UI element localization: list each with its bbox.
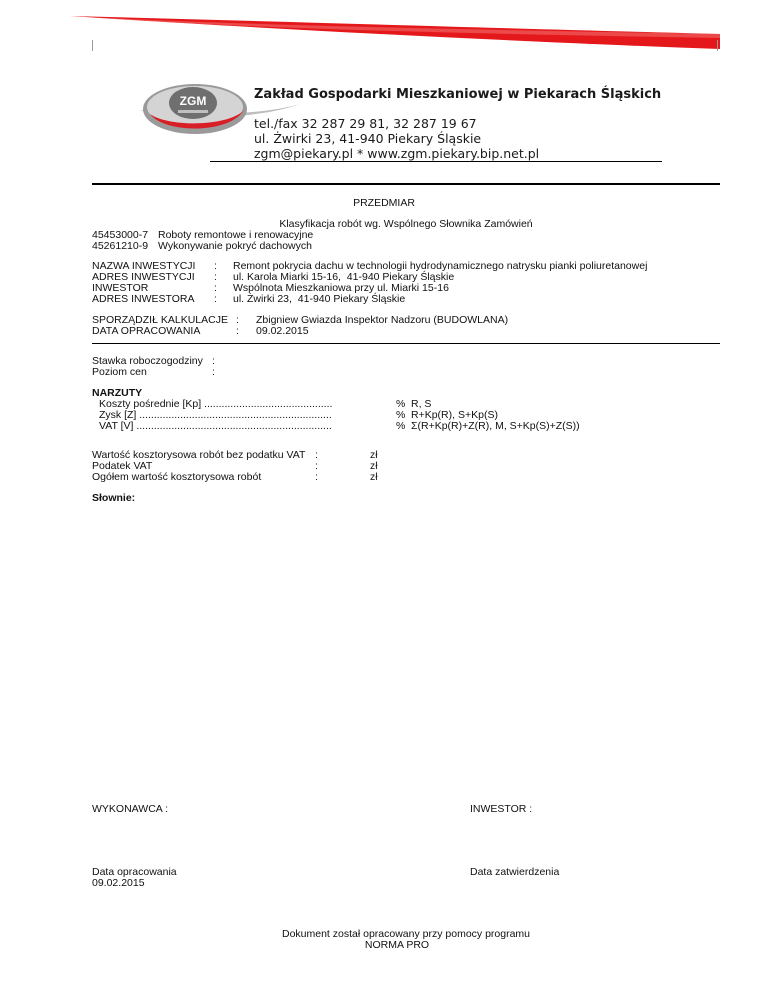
- company-contact: zgm@piekary.pl * www.zgm.piekary.bip.net.pl: [254, 146, 540, 161]
- info-sep: :: [214, 282, 217, 294]
- info-value: Wspólnota Mieszkaniowa przy ul. Miarki 15-16: [233, 282, 449, 294]
- rate-label: Stawka roboczogodziny: [92, 355, 203, 367]
- markup-label: Koszty pośrednie [Kp] ............................................: [99, 398, 333, 410]
- info-value: ul. Karola Miarki 15-16, 41-940 Piekary Śląskie: [233, 271, 455, 283]
- zgm-logo: [140, 80, 250, 138]
- markup-percent: %: [396, 409, 406, 421]
- preparation-date-label: Data opracowania: [92, 866, 177, 878]
- company-phone: tel./fax 32 287 29 81, 32 287 19 67: [254, 116, 477, 131]
- company-name: Zakład Gospodarki Mieszkaniowej w Piekarach Śląskich: [254, 87, 662, 102]
- markup-label: Zysk [Z] ..................................................................: [99, 409, 332, 421]
- total-unit: zł: [370, 460, 378, 472]
- letterhead-graphic: [0, 0, 768, 120]
- total-unit: zł: [370, 449, 378, 461]
- classification-code: 45453000-7: [92, 229, 149, 241]
- approval-date-label: Data zatwierdzenia: [470, 866, 560, 878]
- markup-percent: %: [396, 398, 406, 410]
- preparation-date-value: 09.02.2015: [92, 877, 145, 889]
- info-value: Remont pokrycia dachu w technologii hydrodynamicznego natrysku pianki poliuretanowej: [233, 260, 648, 272]
- prepared-label: DATA OPRACOWANIA: [92, 325, 201, 337]
- classification-name: Roboty remontowe i renowacyjne: [158, 229, 314, 241]
- info-label: ADRES INWESTORA: [92, 293, 195, 305]
- total-label: Podatek VAT: [92, 460, 153, 472]
- classification-code: 45261210-9: [92, 240, 149, 252]
- section-rule: [92, 343, 720, 344]
- total-label: Wartość kosztorysowa robót bez podatku VAT: [92, 449, 306, 461]
- total-label: Ogółem wartość kosztorysowa robót: [92, 471, 262, 483]
- total-sep: :: [315, 460, 318, 472]
- info-value: ul. Żwirki 23, 41-940 Piekary Śląskie: [233, 293, 406, 305]
- markup-basis: R, S: [411, 398, 432, 410]
- rate-label: Poziom cen: [92, 366, 147, 378]
- rate-sep: :: [212, 355, 215, 367]
- footer-program: NORMA PRO: [364, 939, 430, 951]
- total-sep: :: [315, 449, 318, 461]
- classification-name: Wykonywanie pokryć dachowych: [158, 240, 312, 252]
- info-label: NAZWA INWESTYCJI: [92, 260, 196, 272]
- markup-label: VAT [V] ...................................................................: [99, 420, 332, 432]
- info-label: INWESTOR: [92, 282, 149, 294]
- markup-percent: %: [396, 420, 406, 432]
- classification-title: Klasyfikacja robót wg. Wspólnego Słownika Zamówień: [279, 218, 533, 230]
- info-sep: :: [214, 271, 217, 283]
- logo-text: ZGM: [179, 94, 207, 108]
- contractor-label: WYKONAWCA :: [92, 803, 169, 815]
- markup-basis: R+Kp(R), S+Kp(S): [411, 409, 498, 421]
- total-unit: zł: [370, 471, 378, 483]
- rate-sep: :: [212, 366, 215, 378]
- info-sep: :: [214, 293, 217, 305]
- total-sep: :: [315, 471, 318, 483]
- investor-label: INWESTOR :: [470, 803, 533, 815]
- prepared-value: Zbigniew Gwiazda Inspektor Nadzoru (BUDOWLANA): [256, 314, 509, 326]
- prepared-sep: :: [236, 325, 239, 337]
- company-address: ul. Żwirki 23, 41-940 Piekary Śląskie: [254, 131, 482, 146]
- info-label: ADRES INWESTYCJI: [92, 271, 195, 283]
- prepared-sep: :: [236, 314, 239, 326]
- prepared-value: 09.02.2015: [256, 325, 309, 337]
- markup-basis: Σ(R+Kp(R)+Z(R), M, S+Kp(S)+Z(S)): [411, 420, 580, 432]
- info-sep: :: [214, 260, 217, 272]
- document-title: PRZEDMIAR: [353, 197, 415, 209]
- footer-note: Dokument został opracowany przy pomocy programu: [281, 928, 531, 940]
- markups-title: NARZUTY: [92, 387, 143, 399]
- amount-in-words-label: Słownie:: [92, 492, 136, 504]
- prepared-label: SPORZĄDZIŁ KALKULACJE: [92, 314, 228, 326]
- top-rule: [92, 183, 720, 185]
- letterhead-underline: [210, 161, 662, 162]
